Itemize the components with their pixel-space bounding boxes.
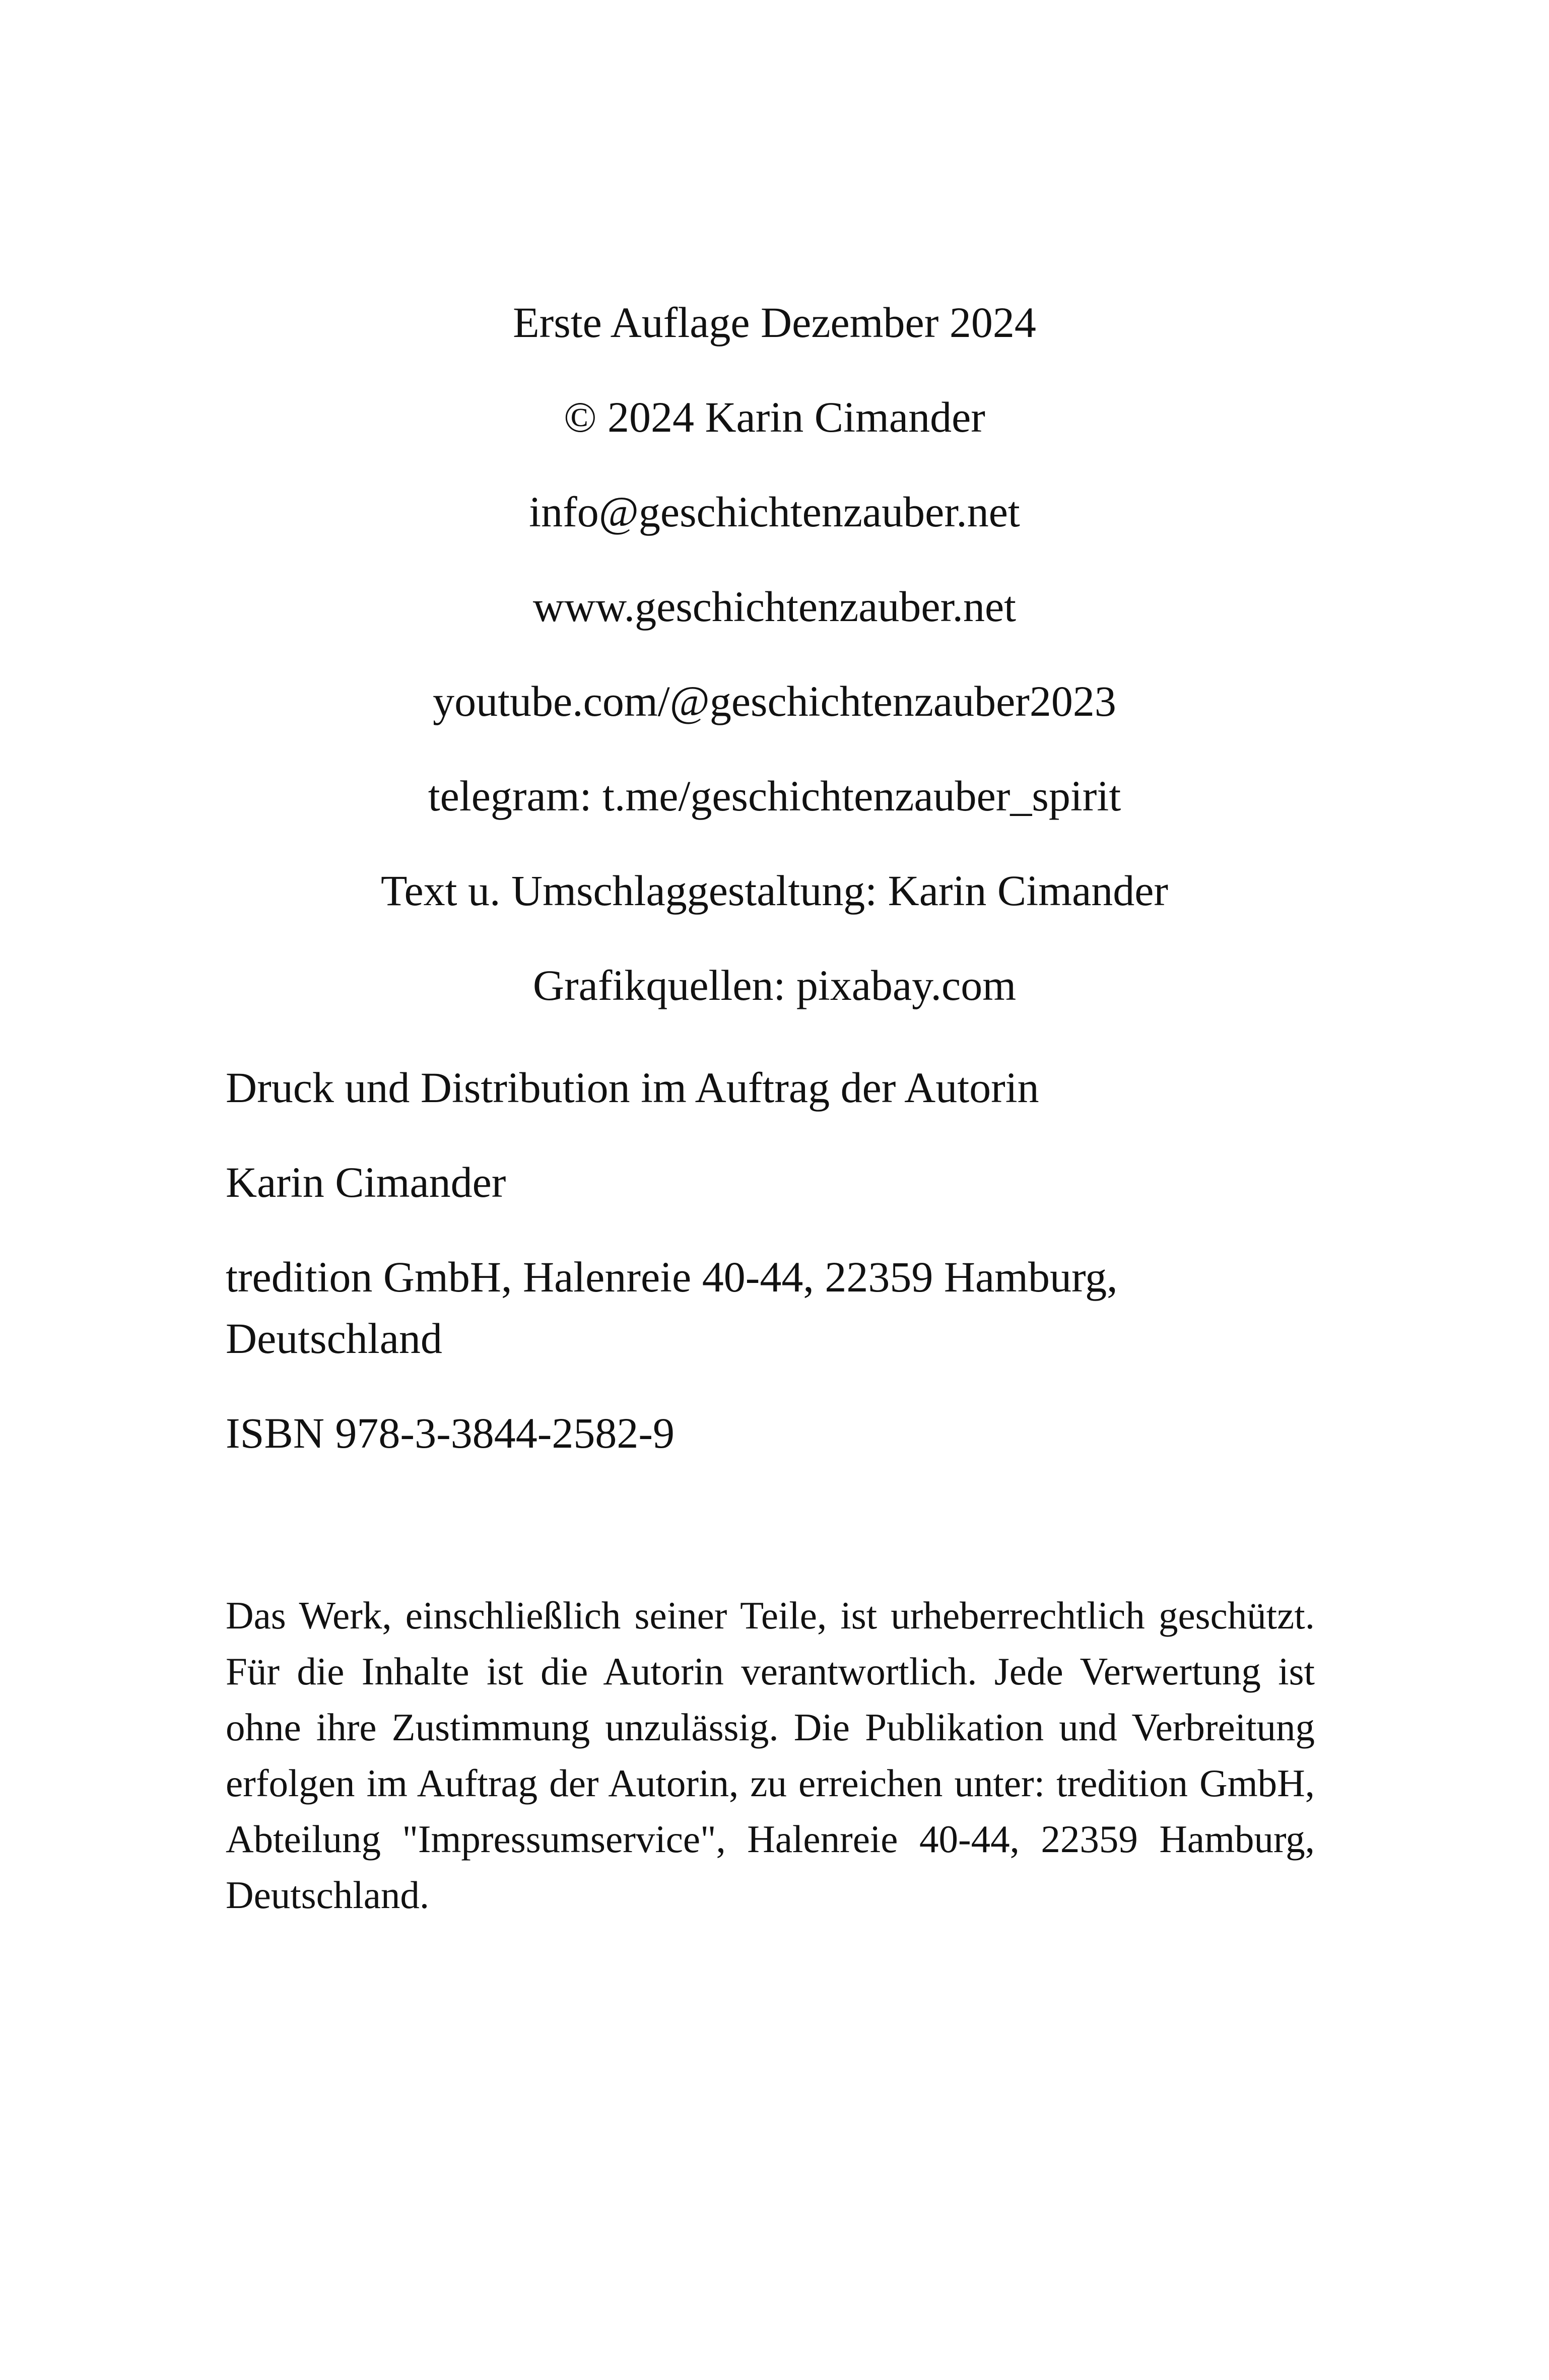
publishing-block (226, 1057, 1334, 1497)
copyright-line: © 2024 Karin Cimander (564, 393, 985, 441)
image-sources-line: Grafikquellen: pixabay.com (532, 961, 1017, 1009)
isbn-line: ISBN 978-3-3844-2582-9 (226, 1409, 675, 1457)
website-line: www.geschichtenzauber.net (532, 582, 1017, 631)
email-line: info@geschichtenzauber.net (529, 488, 1020, 536)
edition-line: Erste Auflage Dezember 2024 (513, 298, 1036, 347)
imprint-centered-block (0, 297, 1549, 1055)
design-credit-line: Text u. Umschlaggestaltung: Karin Cimander (380, 866, 1169, 915)
author-line: Karin Cimander (226, 1158, 506, 1206)
publisher-address: tredition GmbH, Halenreie 40-44, 22359 Hamburg, Deutschland (226, 1253, 1118, 1363)
telegram-line: telegram: t.me/geschichtenzauber_spirit (428, 772, 1121, 820)
youtube-line: youtube.com/@geschichtenzauber2023 (433, 677, 1116, 725)
print-distribution-line: Druck und Distribution im Auftrag der Autorin (226, 1063, 1039, 1112)
legal-notice: Das Werk, einschließlich seiner Teile, ist urheberrechtlich geschützt. Für die Inhalte ist die Autorin verantwortlich. Jede Verwertung ist ohne ihre Zustimmung unzulässig. Die Publikation und Verbreitung erfolgen im Auftrag der Autorin, zu erreichen unter: tredition GmbH, Abteilung "Impressumservice", Halenreie 40-44, 22359 Hamburg, Deutschland. (226, 1594, 1315, 1917)
